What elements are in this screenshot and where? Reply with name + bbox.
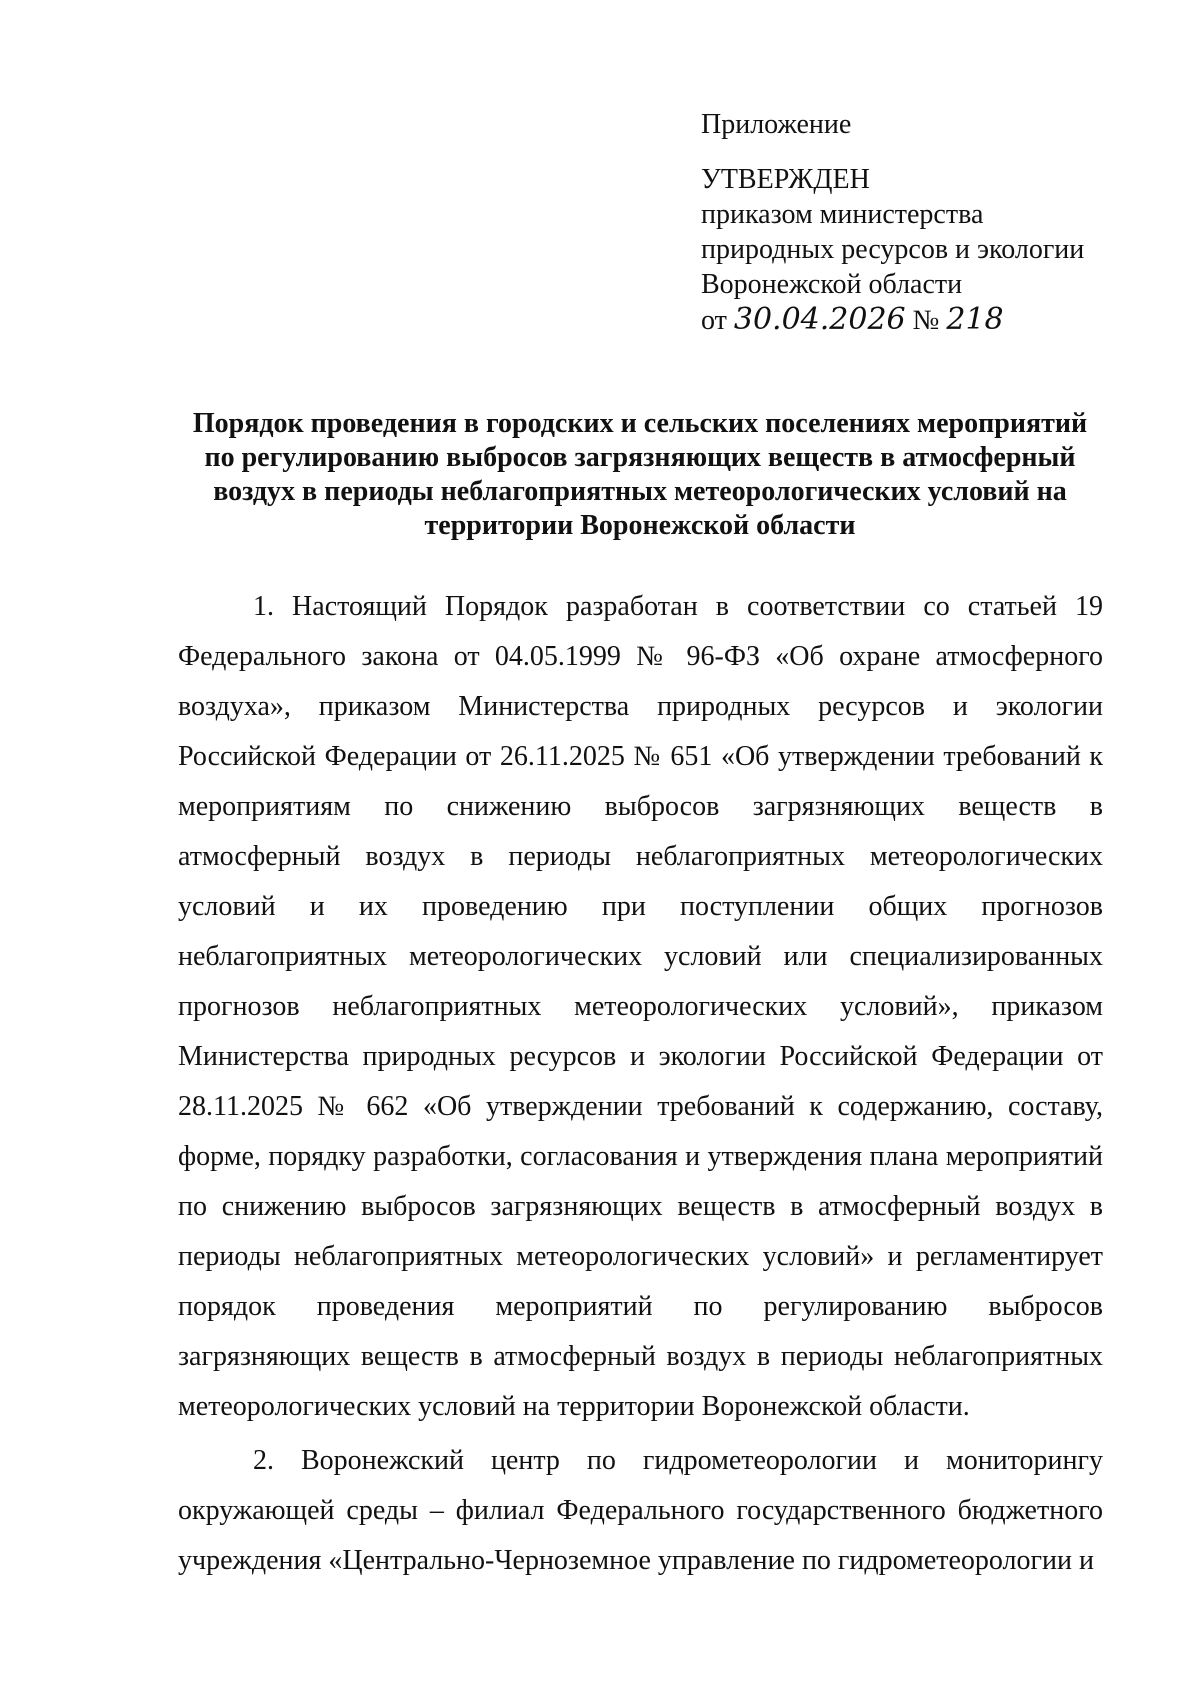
approval-line-order: приказом министерства [701,199,984,230]
document-title: Порядок проведения в городских и сельских поселениях мероприятий по регулированию выбросов загрязняющих веществ в атмосферный воздух в периоды неблагоприятных метеорологических условий на территории Воронежской области [192,408,1088,541]
document-body [178,582,1103,1590]
approval-gap [701,142,1161,162]
approval-line-region: Воронежской области [701,269,963,300]
number-sign: № [912,305,940,336]
approval-block [701,107,1161,338]
handwritten-number: 218 [946,302,1004,337]
approval-line-ministry: природных ресурсов и экологии [701,234,1085,265]
approved-heading: УТВЕРЖДЕН [701,164,870,195]
approval-date-number [701,302,1161,338]
appendix-label: Приложение [701,109,852,140]
paragraph-1: 1. Настоящий Порядок разработан в соответствии со статьей 19 Федерального закона от 04.05.1999 № 96-ФЗ «Об охране атмосферного воздуха», приказом Министерства природных ресурсов и экологии Российской Федерации от 26.11.2025 № 651 «Об утверждении требований к мероприятиям по снижению выбросов загрязняющих веществ в атмосферный воздух в периоды неблагоприятных метеорологических условий и их проведению при поступлении общих прогнозов неблагоприятных метеорологических условий или специализированных прогнозов неблагоприятных метеорологических условий», приказом Министерства природных ресурсов и экологии Российской Федерации от 28.11.2025 № 662 «Об утверждении требований к содержанию, составу, форме, порядку разработки, согласования и утверждения плана мероприятий по снижению выбросов загрязняющих веществ в атмосферный воздух в периоды неблагоприятных метеорологических условий» и регламентирует порядок проведения мероприятий по регулированию выбросов загрязняющих веществ в атмосферный воздух в периоды неблагоприятных метеорологических условий на территории Воронежской области. [178,591,1103,1422]
paragraph-2: 2. Воронежский центр по гидрометеорологии и мониторингу окружающей среды – филиал Федерального государственного бюджетного учреждения «Центрально-Черноземное управление по гидрометеорологии и [178,1445,1103,1576]
from-label: от [701,305,727,336]
handwritten-date: 30.04.2026 [733,302,906,337]
